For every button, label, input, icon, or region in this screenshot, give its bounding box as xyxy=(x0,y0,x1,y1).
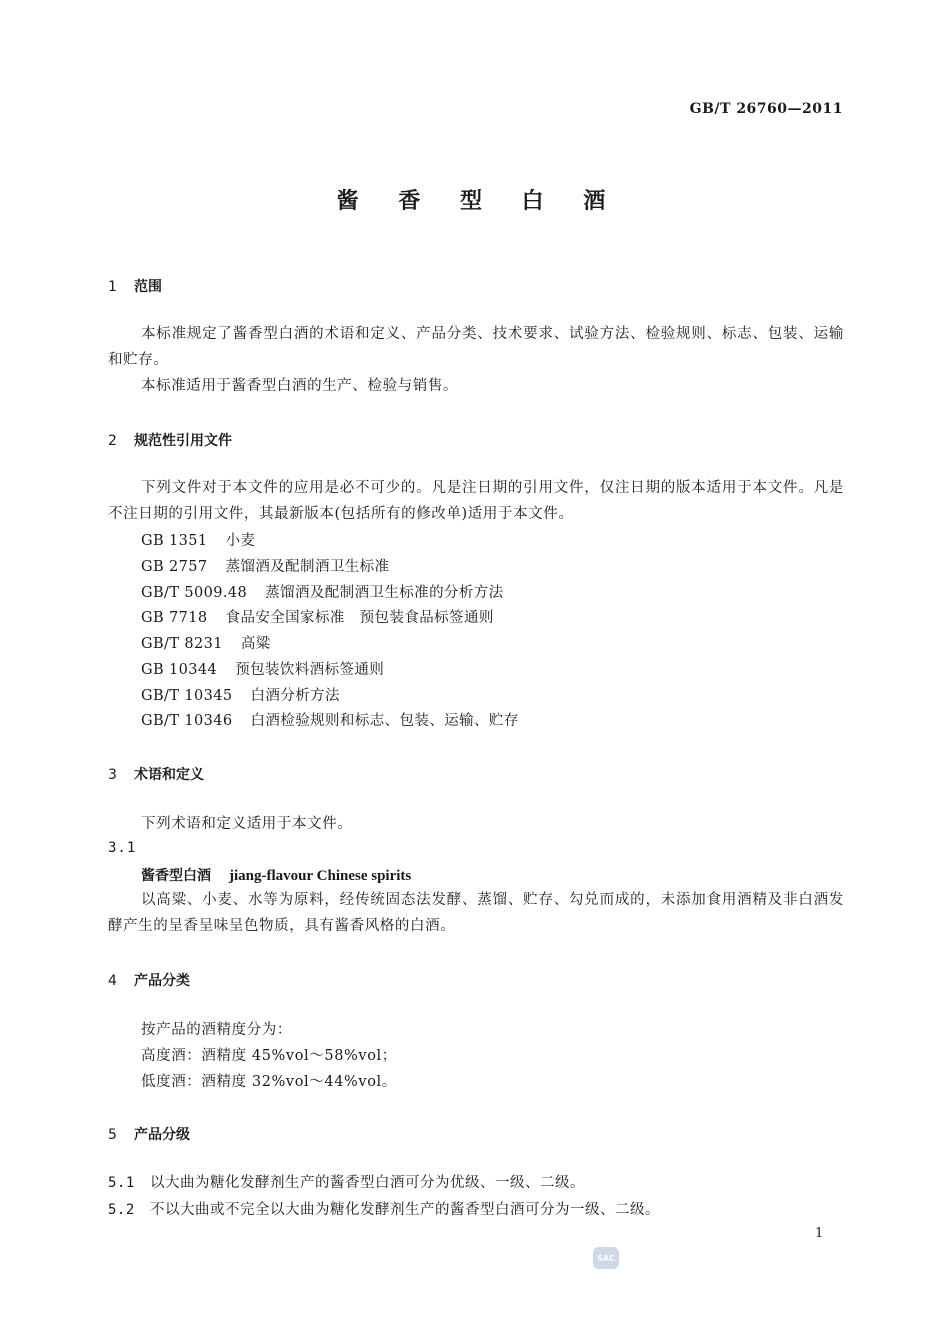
section-3-paragraph-1: 下列术语和定义适用于本文件。 xyxy=(141,816,353,832)
subclause-text: 以大曲为糖化发酵剂生产的酱香型白酒可分为优级、一级、二级。 xyxy=(150,1175,585,1191)
reference-code: GB/T 8231 xyxy=(141,636,223,652)
reference-name: 预包装饮料酒标签通则 xyxy=(235,662,385,678)
reference-item xyxy=(141,684,340,705)
section-4-paragraph-2: 高度酒：酒精度 45%vol～58%vol； xyxy=(141,1048,397,1064)
section-title: 规范性引用文件 xyxy=(134,433,232,449)
reference-item xyxy=(141,581,504,602)
section-title: 产品分级 xyxy=(134,1127,190,1143)
section-number: 3 xyxy=(108,767,117,783)
term-english: jiang-flavour Chinese spirits xyxy=(229,868,412,884)
section-2-paragraph-1: 下列文件对于本文件的应用是必不可少的。凡是注日期的引用文件，仅注日期的版本适用于本文件。凡是不注日期的引用文件，其最新版本(包括所有的修改单)适用于本文件。 xyxy=(108,480,844,522)
section-5-heading xyxy=(108,1124,190,1144)
section-number: 4 xyxy=(108,973,117,989)
sac-watermark-logo: SAC xyxy=(593,1247,619,1269)
section-title: 范围 xyxy=(134,279,162,295)
reference-code: GB 1351 xyxy=(141,533,208,549)
section-4-paragraph-1: 按产品的酒精度分为： xyxy=(141,1022,292,1038)
standard-code: GB/T 26760—2011 xyxy=(689,101,843,117)
reference-code: GB/T 10346 xyxy=(141,713,233,729)
reference-name: 蒸馏酒及配制酒卫生标准的分析方法 xyxy=(265,585,504,601)
reference-item xyxy=(141,658,384,679)
section-1-paragraph-1: 本标准规定了酱香型白酒的术语和定义、产品分类、技术要求、试验方法、检验规则、标志、包装、运输和贮存。 xyxy=(108,326,844,368)
section-number: 5 xyxy=(108,1127,117,1143)
section-number: 2 xyxy=(108,433,117,449)
page-number: 1 xyxy=(815,1226,824,1241)
reference-code: GB/T 10345 xyxy=(141,688,233,704)
term-chinese: 酱香型白酒 xyxy=(141,868,211,884)
subclause-number: 5.2 xyxy=(108,1202,135,1218)
reference-name: 高粱 xyxy=(240,636,271,652)
reference-name: 蒸馏酒及配制酒卫生标准 xyxy=(225,559,390,575)
reference-item xyxy=(141,529,255,550)
term-entry xyxy=(141,865,411,885)
term-definition: 以高粱、小麦、水等为原料，经传统固态法发酵、蒸馏、贮存、勾兑而成的，未添加食用酒精及非白酒发酵产生的呈香呈味呈色物质，具有酱香风格的白酒。 xyxy=(108,892,844,934)
section-2-heading xyxy=(108,430,232,450)
reference-code: GB 7718 xyxy=(141,610,208,626)
reference-code: GB/T 5009.48 xyxy=(141,585,248,601)
reference-code: GB 10344 xyxy=(141,662,218,678)
reference-name: 白酒检验规则和标志、包装、运输、贮存 xyxy=(250,713,519,729)
section-1-heading xyxy=(108,276,162,296)
subclause-item xyxy=(108,1198,660,1219)
document-title: 酱 香 型 白 酒 xyxy=(336,189,622,214)
reference-name: 小麦 xyxy=(225,533,256,549)
reference-item xyxy=(141,606,494,627)
section-3-heading xyxy=(108,764,204,784)
reference-item xyxy=(141,632,271,653)
section-4-paragraph-3: 低度酒：酒精度 32%vol～44%vol。 xyxy=(141,1074,397,1090)
reference-name: 食品安全国家标准 预包装食品标签通则 xyxy=(225,610,494,626)
subclause-text: 不以大曲或不完全以大曲为糖化发酵剂生产的酱香型白酒可分为一级、二级。 xyxy=(150,1202,660,1218)
section-1-paragraph-2: 本标准适用于酱香型白酒的生产、检验与销售。 xyxy=(141,378,459,394)
reference-item xyxy=(141,709,519,730)
subclause-item xyxy=(108,1171,585,1192)
section-title: 术语和定义 xyxy=(134,767,204,783)
reference-code: GB 2757 xyxy=(141,559,208,575)
section-4-heading xyxy=(108,970,190,990)
reference-name: 白酒分析方法 xyxy=(250,688,340,704)
subclause-number: 5.1 xyxy=(108,1175,135,1191)
section-title: 产品分类 xyxy=(134,973,190,989)
clause-number: 3.1 xyxy=(108,840,137,856)
reference-item xyxy=(141,555,389,576)
section-number: 1 xyxy=(108,279,117,295)
